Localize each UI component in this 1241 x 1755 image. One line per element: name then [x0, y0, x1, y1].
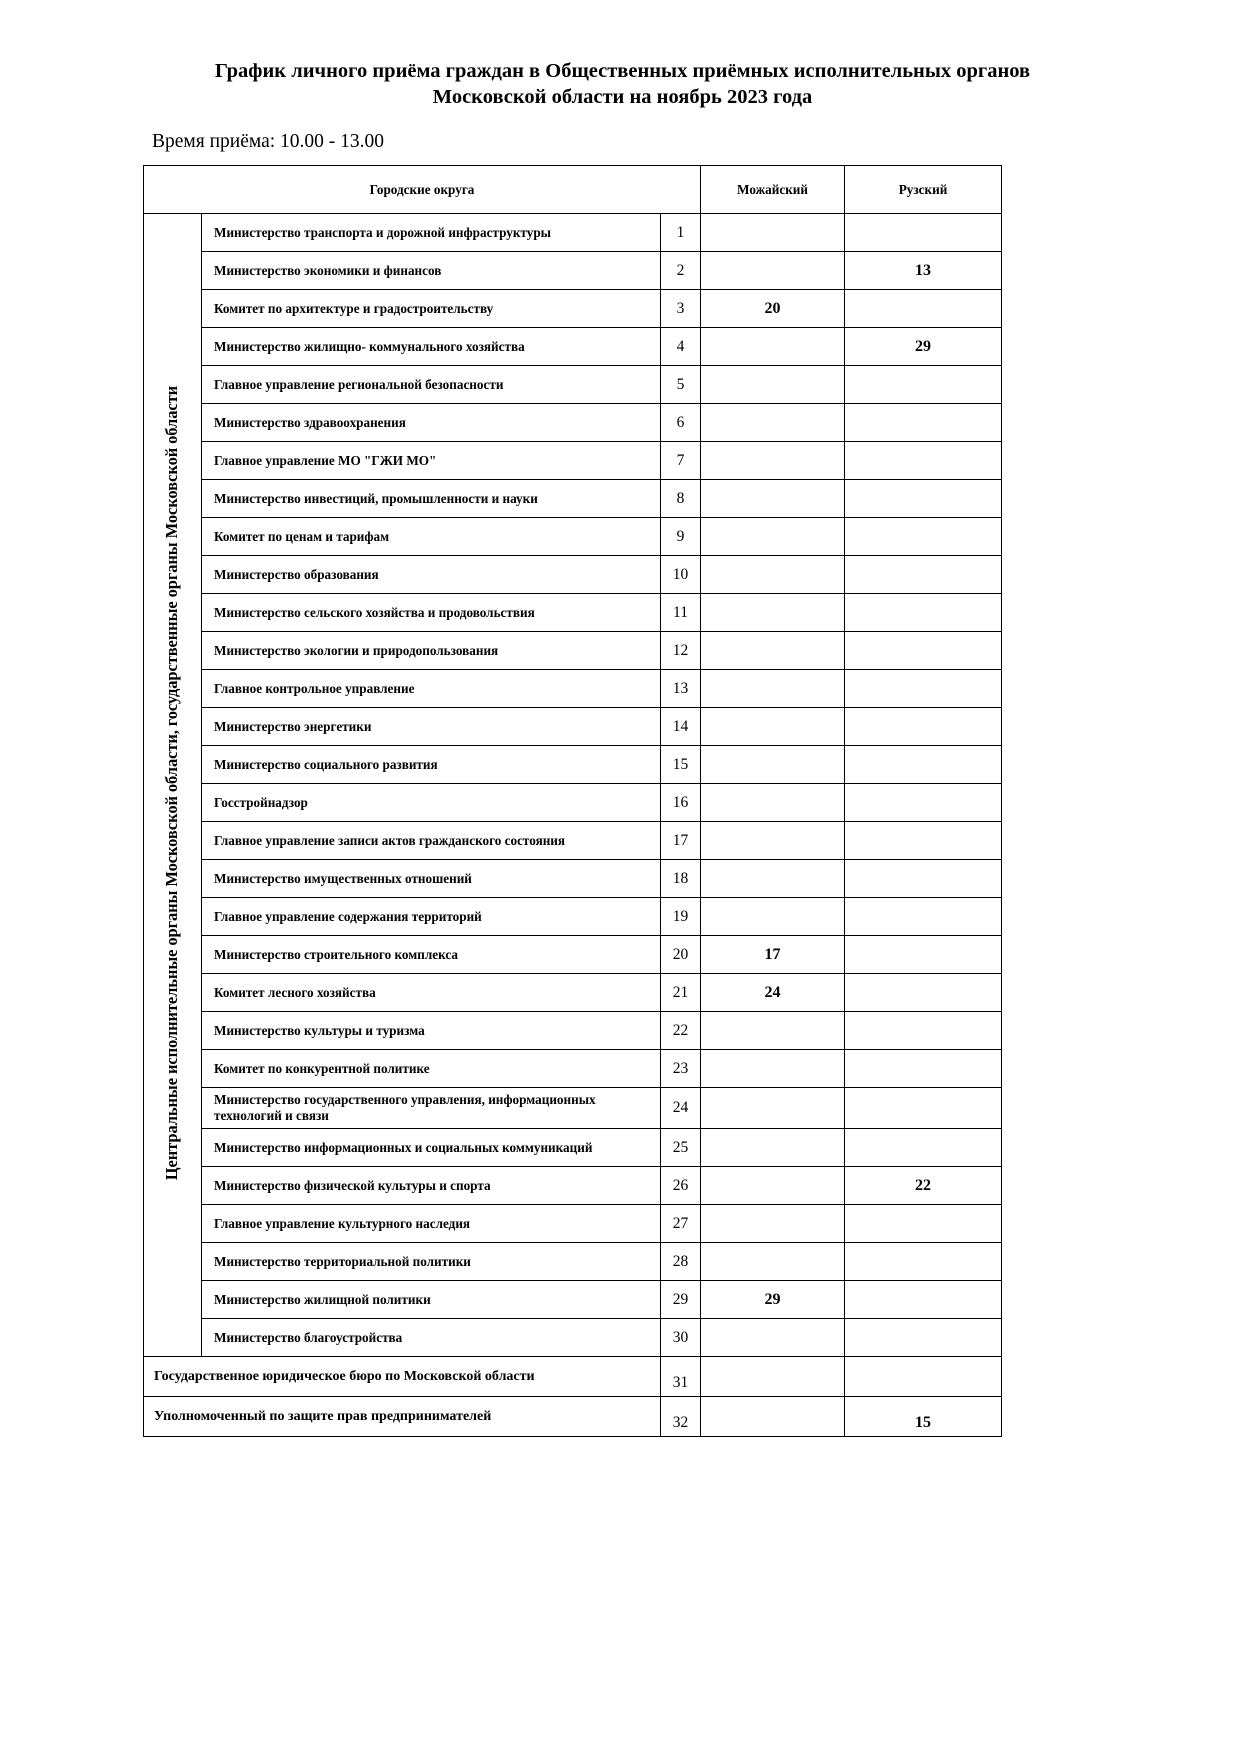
- table-row: [144, 1319, 1002, 1357]
- mozhaysky-date-cell: [701, 1129, 845, 1167]
- table-row: [144, 1397, 1002, 1437]
- table-row: [144, 556, 1002, 594]
- row-number-cell: 17: [661, 822, 701, 860]
- ruzsky-date-cell: 13: [845, 252, 1002, 290]
- row-number-cell: 27: [661, 1205, 701, 1243]
- ruzsky-date-cell: [845, 1243, 1002, 1281]
- table-header: [144, 166, 1002, 214]
- ruzsky-date-cell: [845, 1357, 1002, 1397]
- mozhaysky-date-cell: [701, 442, 845, 480]
- schedule-table: [143, 165, 1002, 1437]
- table-row: [144, 366, 1002, 404]
- mozhaysky-date-cell: [701, 898, 845, 936]
- ruzsky-date-cell: [845, 632, 1002, 670]
- ruzsky-date-cell: [845, 480, 1002, 518]
- table-row: [144, 746, 1002, 784]
- table-row: [144, 442, 1002, 480]
- organization-name-cell: Министерство экономики и финансов: [202, 252, 661, 290]
- table-row: [144, 1129, 1002, 1167]
- table-row: [144, 974, 1002, 1012]
- mozhaysky-date-cell: [701, 1050, 845, 1088]
- organization-name-cell: Госстройнадзор: [202, 784, 661, 822]
- reception-time-label: Время приёма: 10.00 - 13.00: [152, 131, 385, 152]
- mozhaysky-date-cell: [701, 1205, 845, 1243]
- mozhaysky-date-cell: [701, 1357, 845, 1397]
- mozhaysky-date-cell: [701, 404, 845, 442]
- organization-name-cell: Министерство энергетики: [202, 708, 661, 746]
- ruzsky-date-cell: [845, 366, 1002, 404]
- row-number-cell: 22: [661, 1012, 701, 1050]
- header-okruga: Городские округа: [144, 166, 701, 214]
- table-row: [144, 898, 1002, 936]
- table-row: [144, 632, 1002, 670]
- row-number-cell: 32: [661, 1397, 701, 1437]
- ruzsky-date-cell: [845, 556, 1002, 594]
- mozhaysky-date-cell: [701, 1243, 845, 1281]
- organization-name-cell: Комитет по ценам и тарифам: [202, 518, 661, 556]
- organization-name-cell: Министерство культуры и туризма: [202, 1012, 661, 1050]
- table-row: [144, 214, 1002, 252]
- row-number-cell: 28: [661, 1243, 701, 1281]
- row-number-cell: 12: [661, 632, 701, 670]
- table-row: [144, 252, 1002, 290]
- row-number-cell: 2: [661, 252, 701, 290]
- row-number-cell: 4: [661, 328, 701, 366]
- organization-name-cell: Главное контрольное управление: [202, 670, 661, 708]
- mozhaysky-date-cell: [701, 1319, 845, 1357]
- ruzsky-date-cell: 22: [845, 1167, 1002, 1205]
- table-row: [144, 1050, 1002, 1088]
- mozhaysky-date-cell: [701, 1012, 845, 1050]
- ruzsky-date-cell: [845, 860, 1002, 898]
- table-row: [144, 290, 1002, 328]
- ruzsky-date-cell: [845, 1012, 1002, 1050]
- row-number-cell: 15: [661, 746, 701, 784]
- row-number-cell: 14: [661, 708, 701, 746]
- ruzsky-date-cell: [845, 442, 1002, 480]
- organization-name-cell: Министерство инвестиций, промышленности и науки: [202, 480, 661, 518]
- ruzsky-date-cell: 29: [845, 328, 1002, 366]
- table-row: [144, 518, 1002, 556]
- row-number-cell: 7: [661, 442, 701, 480]
- table-row: [144, 1243, 1002, 1281]
- organization-name-cell: Министерство благоустройства: [202, 1319, 661, 1357]
- row-number-cell: 24: [661, 1088, 701, 1129]
- organization-name-cell: Министерство физической культуры и спорта: [202, 1167, 661, 1205]
- row-number-cell: 25: [661, 1129, 701, 1167]
- row-number-cell: 29: [661, 1281, 701, 1319]
- table-row: [144, 480, 1002, 518]
- organization-name-cell: Государственное юридическое бюро по Московской области: [144, 1357, 661, 1397]
- ruzsky-date-cell: [845, 1205, 1002, 1243]
- ruzsky-date-cell: [845, 898, 1002, 936]
- table-row: [144, 1357, 1002, 1397]
- organization-name-cell: Главное управление региональной безопасности: [202, 366, 661, 404]
- mozhaysky-date-cell: 17: [701, 936, 845, 974]
- organization-name-cell: Министерство сельского хозяйства и продовольствия: [202, 594, 661, 632]
- organization-name-cell: Министерство строительного комплекса: [202, 936, 661, 974]
- organization-name-cell: Главное управление культурного наследия: [202, 1205, 661, 1243]
- organization-name-cell: Министерство жилищно- коммунального хозяйства: [202, 328, 661, 366]
- organization-name-cell: Комитет по архитектуре и градостроительству: [202, 290, 661, 328]
- table-row: [144, 1167, 1002, 1205]
- row-number-cell: 13: [661, 670, 701, 708]
- row-number-cell: 23: [661, 1050, 701, 1088]
- organization-name-cell: Министерство информационных и социальных коммуникаций: [202, 1129, 661, 1167]
- mozhaysky-date-cell: [701, 214, 845, 252]
- page-title-line-1: График личного приёма граждан в Общественных приёмных исполнительных органов: [214, 60, 1031, 82]
- table-row: [144, 860, 1002, 898]
- ruzsky-date-cell: [845, 1129, 1002, 1167]
- row-number-cell: 8: [661, 480, 701, 518]
- row-number-cell: 20: [661, 936, 701, 974]
- table-row: [144, 784, 1002, 822]
- row-number-cell: 3: [661, 290, 701, 328]
- mozhaysky-date-cell: [701, 366, 845, 404]
- page-title: [150, 58, 1095, 110]
- table-row: [144, 670, 1002, 708]
- ruzsky-date-cell: [845, 404, 1002, 442]
- organization-name-cell: Министерство жилищной политики: [202, 1281, 661, 1319]
- ruzsky-date-cell: [845, 1088, 1002, 1129]
- organization-name-cell: Министерство образования: [202, 556, 661, 594]
- ruzsky-date-cell: [845, 974, 1002, 1012]
- organization-name-cell: Министерство государственного управления, информационных технологий и связи: [202, 1088, 661, 1129]
- mozhaysky-date-cell: [701, 328, 845, 366]
- ruzsky-date-cell: [845, 822, 1002, 860]
- row-number-cell: 30: [661, 1319, 701, 1357]
- table-row: [144, 708, 1002, 746]
- organization-name-cell: Главное управление содержания территорий: [202, 898, 661, 936]
- row-number-cell: 10: [661, 556, 701, 594]
- organization-name-cell: Министерство экологии и природопользования: [202, 632, 661, 670]
- organization-name-cell: Министерство имущественных отношений: [202, 860, 661, 898]
- mozhaysky-date-cell: [701, 1088, 845, 1129]
- organization-name-cell: Главное управление записи актов гражданского состояния: [202, 822, 661, 860]
- row-number-cell: 6: [661, 404, 701, 442]
- mozhaysky-date-cell: 24: [701, 974, 845, 1012]
- row-number-cell: 5: [661, 366, 701, 404]
- organization-name-cell: Министерство здравоохранения: [202, 404, 661, 442]
- row-number-cell: 19: [661, 898, 701, 936]
- mozhaysky-date-cell: [701, 1397, 845, 1437]
- row-number-cell: 11: [661, 594, 701, 632]
- mozhaysky-date-cell: [701, 518, 845, 556]
- ruzsky-date-cell: [845, 746, 1002, 784]
- organization-name-cell: Комитет по конкурентной политике: [202, 1050, 661, 1088]
- ruzsky-date-cell: [845, 1050, 1002, 1088]
- table-row: [144, 1012, 1002, 1050]
- row-number-cell: 21: [661, 974, 701, 1012]
- ruzsky-date-cell: [845, 214, 1002, 252]
- mozhaysky-date-cell: [701, 822, 845, 860]
- mozhaysky-date-cell: [701, 1167, 845, 1205]
- organization-name-cell: Уполномоченный по защите прав предпринимателей: [144, 1397, 661, 1437]
- ruzsky-date-cell: [845, 784, 1002, 822]
- organization-name-cell: Министерство социального развития: [202, 746, 661, 784]
- mozhaysky-date-cell: 29: [701, 1281, 845, 1319]
- ruzsky-date-cell: [845, 1319, 1002, 1357]
- organization-name-cell: Министерство территориальной политики: [202, 1243, 661, 1281]
- table-row: [144, 1205, 1002, 1243]
- ruzsky-date-cell: [845, 708, 1002, 746]
- organization-name-cell: Главное управление МО "ГЖИ МО": [202, 442, 661, 480]
- row-number-cell: 16: [661, 784, 701, 822]
- row-number-cell: 18: [661, 860, 701, 898]
- table-row: [144, 594, 1002, 632]
- row-number-cell: 9: [661, 518, 701, 556]
- table-row: [144, 936, 1002, 974]
- ruzsky-date-cell: [845, 936, 1002, 974]
- header-ruzsky: Рузский: [845, 166, 1002, 214]
- mozhaysky-date-cell: [701, 594, 845, 632]
- vertical-band-cell: [144, 214, 202, 1357]
- organization-name-cell: Министерство транспорта и дорожной инфраструктуры: [202, 214, 661, 252]
- mozhaysky-date-cell: [701, 632, 845, 670]
- page-title-line-2: Московской области на ноябрь 2023 года: [432, 86, 813, 108]
- mozhaysky-date-cell: [701, 784, 845, 822]
- organization-name-cell: Комитет лесного хозяйства: [202, 974, 661, 1012]
- row-number-cell: 1: [661, 214, 701, 252]
- mozhaysky-date-cell: [701, 860, 845, 898]
- table-row: [144, 1088, 1002, 1129]
- mozhaysky-date-cell: [701, 252, 845, 290]
- ruzsky-date-cell: [845, 594, 1002, 632]
- mozhaysky-date-cell: [701, 556, 845, 594]
- row-number-cell: 26: [661, 1167, 701, 1205]
- ruzsky-date-cell: [845, 290, 1002, 328]
- table-row: [144, 404, 1002, 442]
- mozhaysky-date-cell: [701, 670, 845, 708]
- mozhaysky-date-cell: 20: [701, 290, 845, 328]
- table-row: [144, 822, 1002, 860]
- table-row: [144, 1281, 1002, 1319]
- vertical-band-label: Центральные исполнительные органы Московской области, государственные органы Московской области: [162, 385, 182, 1181]
- row-number-cell: 31: [661, 1357, 701, 1397]
- ruzsky-date-cell: [845, 1281, 1002, 1319]
- ruzsky-date-cell: 15: [845, 1397, 1002, 1437]
- mozhaysky-date-cell: [701, 746, 845, 784]
- table-row: [144, 328, 1002, 366]
- mozhaysky-date-cell: [701, 480, 845, 518]
- ruzsky-date-cell: [845, 518, 1002, 556]
- header-mozhaysky: Можайский: [701, 166, 845, 214]
- table-body: [144, 214, 1002, 1437]
- ruzsky-date-cell: [845, 670, 1002, 708]
- header-row: [144, 166, 1002, 214]
- mozhaysky-date-cell: [701, 708, 845, 746]
